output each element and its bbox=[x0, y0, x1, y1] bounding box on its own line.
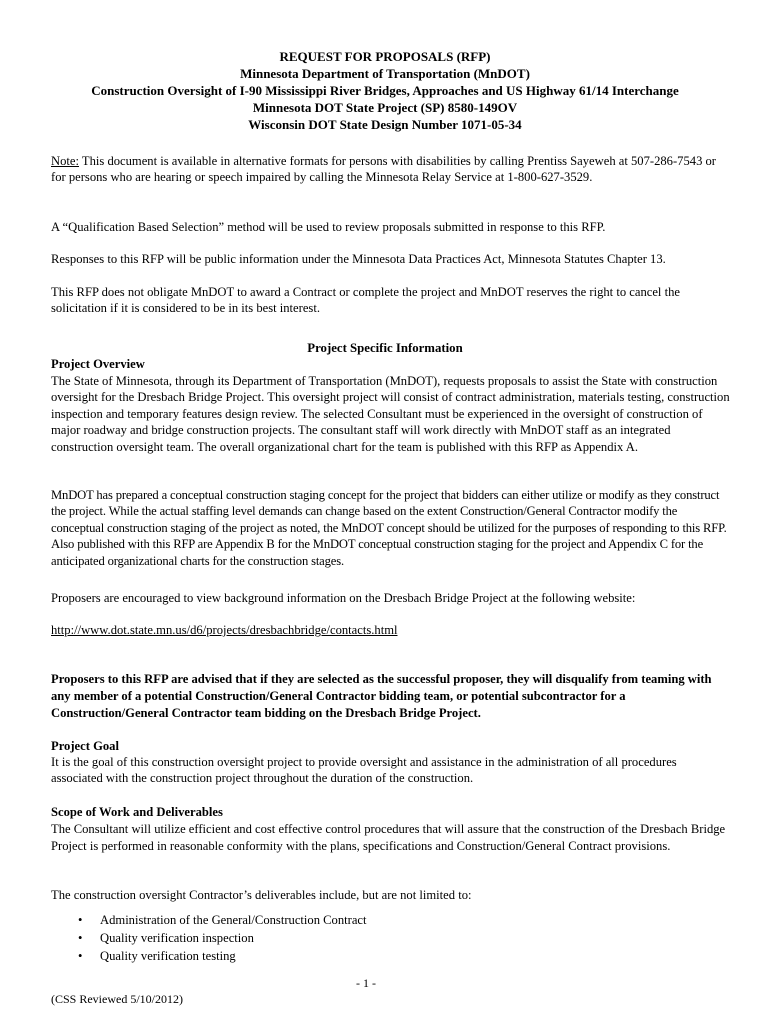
list-item-text: Quality verification testing bbox=[100, 949, 236, 963]
website-link-line bbox=[51, 622, 731, 638]
bullet-icon: • bbox=[78, 913, 83, 927]
scope-heading: Scope of Work and Deliverables bbox=[51, 805, 223, 819]
deliverables-intro: The construction oversight Contractor’s deliverables include, but are not limited to: bbox=[51, 888, 472, 902]
list-item bbox=[78, 911, 678, 929]
title-line-agency: Minnesota Department of Transportation (MnDOT) bbox=[240, 66, 530, 81]
list-item-text: Administration of the General/Construction Contract bbox=[100, 913, 367, 927]
scope-text: The Consultant will utilize efficient and cost effective control procedures that will assure that the construction of the Dresbach Bridge Project is performed in reasonable conformity with the plans, specifications and Construction/General Contract provisions. bbox=[51, 822, 726, 853]
staging-paragraph: MnDOT has prepared a conceptual construction staging concept for the project that bidders can either utilize or modify as they construct the project. While the actual staffing level demands can change based on the extent Construction/General Contractor modify the conceptual construction staging of the project as noted, the MnDOT concept should be utilized for the purposes of responding to this RFP. Also published with this RFP are Appendix B for the MnDOT conceptual construction staging for the project and Appendix C for the anticipated organizational charts for the construction stages. bbox=[51, 488, 727, 568]
qbs-paragraph: A “Qualification Based Selection” method will be used to review proposals submitted in response to this RFP. bbox=[51, 220, 606, 234]
review-footer: (CSS Reviewed 5/10/2012) bbox=[51, 992, 183, 1006]
goal-text: It is the goal of this construction oversight project to provide oversight and assistance in the administration of all procedures associated with the construction project throughout the duration of the construction. bbox=[51, 755, 677, 786]
disqualify-paragraph: Proposers to this RFP are advised that if they are selected as the successful proposer, they will disqualify from teaming with any member of a potential Construction/General Contractor bidding team, or potential subcontractor for a Construction/General Contractor team bidding on the Dresbach Bridge Project. bbox=[51, 672, 712, 720]
title-line-state-project: Minnesota DOT State Project (SP) 8580-149OV bbox=[252, 100, 518, 115]
list-item-text: Quality verification inspection bbox=[100, 931, 254, 945]
overview-text: The State of Minnesota, through its Department of Transportation (MnDOT), requests proposals to assist the State with construction oversight for the Dresbach Bridge Project. This oversight project will consist of contract administration, materials testing, construction inspection and temporary features design review. The selected Consultant must be experienced in the oversight of construction of major roadway and bridge construction projects. The consultant staff will work directly with MnDOT staff as an integrated construction oversight team. The overall organizational chart for the team is published with this RFP as Appendix A. bbox=[51, 374, 730, 454]
page-number: - 1 - bbox=[356, 976, 376, 990]
note-label: Note: bbox=[51, 154, 79, 168]
title-line-rfp: REQUEST FOR PROPOSALS (RFP) bbox=[279, 49, 491, 64]
list-item bbox=[78, 929, 678, 947]
title-line-wisconsin: Wisconsin DOT State Design Number 1071-05-34 bbox=[248, 117, 522, 132]
accessibility-note bbox=[51, 153, 731, 186]
goal-heading: Project Goal bbox=[51, 739, 119, 753]
section-title: Project Specific Information bbox=[307, 341, 463, 355]
website-link[interactable]: http://www.dot.state.mn.us/d6/projects/dresbachbridge/contacts.html bbox=[51, 623, 398, 637]
note-text: This document is available in alternative formats for persons with disabilities by calling Prentiss Sayeweh at 507-286-7543 or for persons who are hearing or speech impaired by calling the Minnesota Relay Service at 1-800-627-3529. bbox=[51, 154, 717, 185]
bullet-icon: • bbox=[78, 949, 83, 963]
bullet-icon: • bbox=[78, 931, 83, 945]
overview-heading: Project Overview bbox=[51, 357, 145, 371]
title-line-project: Construction Oversight of I-90 Mississippi River Bridges, Approaches and US Highway 61/14 Interchange bbox=[91, 83, 679, 98]
list-item bbox=[78, 947, 678, 965]
public-info-paragraph: Responses to this RFP will be public information under the Minnesota Data Practices Act, Minnesota Statutes Chapter 13. bbox=[51, 252, 666, 266]
no-obligation-paragraph: This RFP does not obligate MnDOT to award a Contract or complete the project and MnDOT reserves the right to cancel the solicitation if it is considered to be in its best interest. bbox=[51, 285, 680, 316]
encourage-paragraph: Proposers are encouraged to view background information on the Dresbach Bridge Project at the following website: bbox=[51, 591, 636, 605]
deliverables-list bbox=[78, 911, 678, 965]
